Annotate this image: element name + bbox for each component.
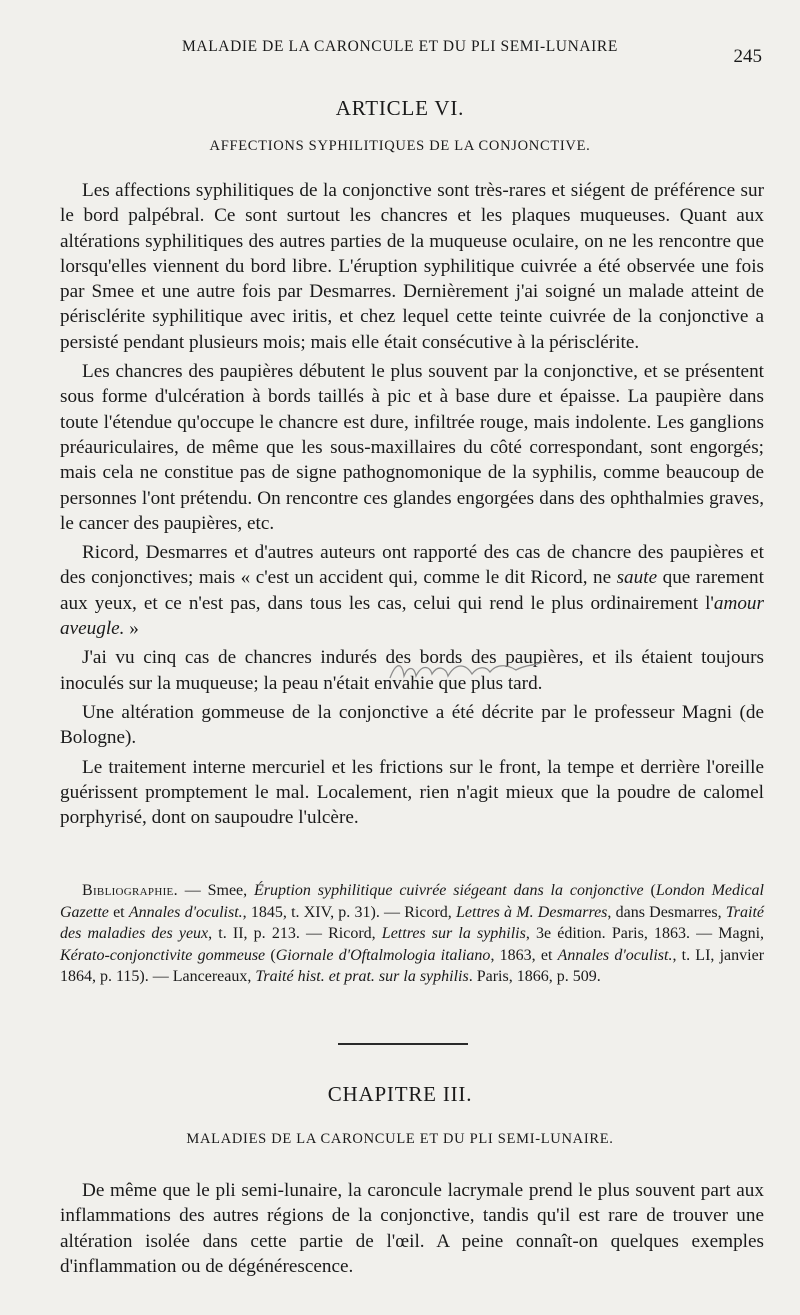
- biblio-title: Traité hist. et prat. sur la syphilis: [255, 968, 469, 986]
- biblio-text: , 1845, t. XIV, p. 31). — Ricord,: [242, 903, 456, 921]
- paragraph: Les chancres des paupières débutent le plus souvent par la conjonctive, et se présentent sous forme d'ulcération à bords taillés à pic et à base dure et épaisse. La paupière dans toute l'étendue qu'occupe le chancre est dure, infiltrée rouge, mais indolente. Les ganglions préauriculaires, de même que les sous-maxillaires du côté correspondant, sont engorgés; mais cela ne constitue pas de signe pathognomonique de la syphilis, comme beaucoup de personnes l'ont prétendu. On rencontre ces glandes engorgées dans des ophthalmies graves, le cancer des paupières, etc.: [60, 361, 764, 534]
- page-number: 245: [733, 46, 762, 67]
- paragraph: J'ai vu cinq cas de chancres indurés des bords des paupières, et ils étaient toujours inoculés sur la muqueuse; la peau n'était envahie que plus tard.: [60, 647, 764, 694]
- paragraph: De même que le pli semi-lunaire, la caroncule lacrymale prend le plus souvent part aux inflammations des autres régions de la conjonctive, tandis qu'il est rare de trouver une altération isolée dans cette partie de l'œil. A peine connaît-on quelques exemples d'inflammation ou de dégénérescence.: [60, 1180, 764, 1277]
- paragraph-ricord: [60, 540, 764, 641]
- biblio-title: Annales d'oculist.: [557, 946, 673, 964]
- ricord-text: »: [124, 618, 139, 640]
- chapter-subtitle: MALADIES DE LA CARONCULE ET DU PLI SEMI-LUNAIRE.: [186, 1131, 614, 1147]
- biblio-text: (: [265, 946, 276, 964]
- biblio-text: . Paris, 1866, p. 509.: [468, 968, 601, 986]
- ricord-text: que rarement aux yeux, et ce n'est pas, dans tous les cas, celui qui rend le plus ordinairement l': [60, 567, 764, 614]
- article-subtitle: AFFECTIONS SYPHILITIQUES DE LA CONJONCTIVE.: [209, 138, 591, 154]
- article-title: ARTICLE VI.: [335, 96, 465, 120]
- section-divider: [338, 1043, 468, 1045]
- biblio-text: — Smee,: [177, 882, 255, 899]
- handwritten-annotation: [386, 656, 566, 686]
- bibliography: [60, 880, 764, 988]
- paragraph: Les affections syphilitiques de la conjonctive sont très-rares et siégent de préférence sur le bord palpébral. Ce sont surtout les chancres et les plaques muqueuses. Quant aux altérations syphilitiques des autres parties de la muqueuse oculaire, on ne les rencontre que lorsqu'elles viennent du bord libre. L'éruption syphilitique cuivrée a été observée une fois par Smee et une autre fois par Desmarres. Dernièrement j'ai soigné un malade atteint de périsclérite syphilitique avec iritis, et chez lequel cette teinte cuivrée de la conjonctive a persisté pendant plusieurs mois; mais elle était consécutive à la périsclérite.: [60, 180, 764, 353]
- biblio-text: , 1863, et: [490, 946, 558, 964]
- biblio-title: Lettres sur la syphilis: [381, 925, 526, 943]
- bibliography-label: Bibliographie.: [82, 882, 178, 899]
- biblio-title: Lettres à M. Desmarres: [456, 903, 608, 921]
- biblio-text: , 3e édition. Paris, 1863. — Magni,: [525, 925, 765, 943]
- ricord-italic-amour: amour aveugle.: [60, 592, 764, 640]
- biblio-title: Annales d'oculist.: [128, 903, 243, 921]
- biblio-text: et: [108, 903, 129, 921]
- article-body: [60, 178, 764, 830]
- biblio-title: Traité des maladies des yeux: [60, 903, 765, 943]
- biblio-title: Éruption syphilitique cuivrée siégeant dans la conjonctive: [254, 882, 644, 899]
- running-title: MALADIE DE LA CARONCULE ET DU PLI SEMI-LUNAIRE: [182, 38, 618, 55]
- ricord-italic-saute: saute: [616, 567, 658, 589]
- paragraph: Le traitement interne mercuriel et les frictions sur le front, la tempe et derrière l'oreille guérissent promptement le mal. Localement, rien n'agit mieux que la poudre de calomel porphyrisé, dont on saupoudre l'ulcère.: [60, 756, 764, 829]
- biblio-title: London Medical Gazette: [60, 882, 765, 921]
- biblio-title: Giornale d'Oftalmologia italiano: [275, 946, 491, 964]
- biblio-text: , t. II, p. 213. — Ricord,: [208, 925, 382, 943]
- biblio-text: (: [643, 882, 656, 899]
- chapter-title: CHAPITRE III.: [327, 1082, 473, 1106]
- paragraph: Une altération gommeuse de la conjonctive a été décrite par le professeur Magni (de Bologne).: [60, 701, 764, 749]
- ricord-text: Ricord, Desmarres et d'autres auteurs ont rapporté des cas de chancre des paupières et des conjonctives; mais « c'est un accident qui, comme le dit Ricord, ne: [60, 542, 764, 589]
- biblio-text: , t. LI, janvier 1864, p. 115). — Lancereaux,: [60, 946, 765, 986]
- biblio-title: Kérato-conjonctivite gommeuse: [60, 946, 266, 964]
- biblio-text: , dans Desmarres,: [607, 903, 726, 921]
- chapter-body: [60, 1178, 764, 1279]
